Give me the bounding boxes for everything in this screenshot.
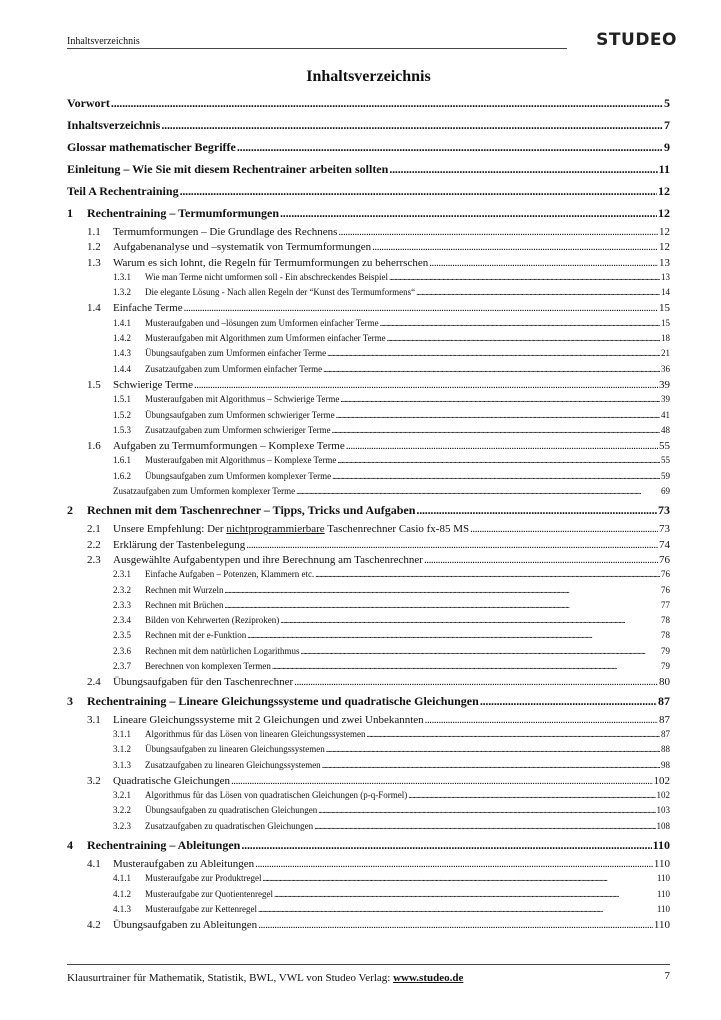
toc-entry-label: Inhaltsverzeichnis bbox=[67, 118, 161, 132]
toc-entry-label: Übungsaufgaben zum Umformen schwieriger Terme bbox=[145, 409, 335, 420]
toc-entry[interactable] bbox=[67, 585, 670, 600]
toc-dot-leader bbox=[314, 821, 655, 831]
toc-entry-page: 39 bbox=[661, 394, 670, 405]
toc-entry-label: Übungsaufgaben zum Umformen komplexer Terme bbox=[145, 470, 332, 481]
header-title: Inhaltsverzeichnis bbox=[67, 36, 140, 47]
toc-entry-page: 74 bbox=[659, 538, 670, 551]
toc-entry-label: Algorithmus für das Lösen von linearen Gleichungssystemen bbox=[145, 728, 366, 739]
toc-entry[interactable] bbox=[67, 539, 670, 554]
toc-entry-label: Wie man Terme nicht umformen soll - Ein abschreckendes Beispiel bbox=[145, 271, 389, 282]
toc-entry-page: 98 bbox=[661, 759, 670, 770]
toc-dot-leader bbox=[336, 410, 660, 420]
toc-dot-leader bbox=[389, 162, 657, 177]
toc-entry-page: 15 bbox=[659, 302, 670, 315]
toc-entry[interactable] bbox=[67, 630, 670, 645]
toc-dot-leader bbox=[224, 585, 660, 595]
toc-entry-page: 12 bbox=[659, 241, 670, 254]
toc-entry-number: 4.1.2 bbox=[113, 888, 131, 899]
toc-entry[interactable] bbox=[67, 569, 670, 584]
toc-entry[interactable] bbox=[67, 676, 670, 691]
toc-entry-number: 1 bbox=[67, 206, 73, 220]
toc-entry-page: 87 bbox=[659, 713, 670, 726]
footer-publisher-text: Klausurtrainer für Mathematik, Statistik, BWL, VWL von Studeo Verlag: bbox=[67, 972, 394, 984]
toc-entry[interactable] bbox=[67, 410, 670, 425]
toc-entry-page: 76 bbox=[659, 553, 670, 566]
toc-entry-page: 110 bbox=[656, 888, 670, 899]
toc-entry-page: 78 bbox=[661, 615, 670, 626]
toc-dot-leader bbox=[237, 140, 663, 155]
toc-entry-label: Schwierige Terme bbox=[113, 378, 193, 391]
toc-entry-number: 1.5.2 bbox=[113, 409, 131, 420]
toc-entry-number: 2.3.6 bbox=[113, 645, 131, 656]
toc-entry-number: 2.3.4 bbox=[113, 615, 131, 626]
toc-entry-number: 1.6.1 bbox=[113, 455, 131, 466]
toc-entry-number: 2.3 bbox=[87, 553, 101, 566]
toc-entry-label: Übungsaufgaben zu Ableitungen bbox=[113, 919, 258, 932]
toc-dot-leader bbox=[372, 241, 658, 253]
toc-entry[interactable] bbox=[67, 790, 670, 805]
toc-entry-number: 1.3.1 bbox=[113, 271, 131, 282]
toc-entry[interactable] bbox=[67, 333, 670, 348]
toc-entry-label: Übungsaufgaben zum Umformen einfacher Terme bbox=[145, 348, 327, 359]
toc-entry-page: 102 bbox=[653, 774, 670, 787]
toc-entry[interactable] bbox=[67, 471, 670, 486]
toc-dot-leader bbox=[231, 775, 653, 787]
toc-entry[interactable] bbox=[67, 440, 670, 455]
toc-entry[interactable] bbox=[67, 714, 670, 729]
footer-rule bbox=[67, 964, 670, 965]
toc-entry-number: 2.3.3 bbox=[113, 599, 131, 610]
toc-entry-number: 1.4.1 bbox=[113, 317, 131, 328]
toc-entry-page: 7 bbox=[664, 118, 670, 132]
toc-entry-label: Rechnen mit der e-Funktion bbox=[145, 630, 247, 641]
toc-entry-label: Zusatzaufgaben zum Umformen schwieriger Terme bbox=[145, 424, 331, 435]
toc-entry[interactable] bbox=[67, 858, 670, 873]
toc-entry-number: 3.2.1 bbox=[113, 790, 131, 801]
toc-entry-number: 4.1.1 bbox=[113, 873, 131, 884]
toc-entry[interactable] bbox=[67, 182, 670, 204]
toc-entry[interactable] bbox=[67, 661, 670, 676]
toc-entry-page: 18 bbox=[661, 333, 670, 344]
toc-dot-leader bbox=[318, 805, 655, 815]
toc-entry-page: 80 bbox=[659, 676, 670, 689]
toc-entry-number: 4 bbox=[67, 837, 73, 852]
toc-dot-leader bbox=[184, 302, 658, 314]
toc-entry-number: 1.6.2 bbox=[113, 470, 131, 481]
toc-entry-page: 39 bbox=[659, 378, 670, 391]
toc-entry[interactable] bbox=[67, 379, 670, 394]
toc-entry[interactable] bbox=[67, 600, 670, 615]
toc-entry-page: 76 bbox=[661, 584, 670, 595]
toc-entry-label: Algorithmus für das Lösen von quadratischen Gleichungen (p-q-Formel) bbox=[145, 790, 408, 801]
toc-entry[interactable] bbox=[67, 919, 670, 934]
toc-entry-number: 2 bbox=[67, 503, 73, 518]
toc-entry-page: 87 bbox=[661, 728, 670, 739]
footer-website-link[interactable]: www.studeo.de bbox=[393, 972, 464, 984]
toc-entry-number: 1.5 bbox=[87, 378, 101, 391]
toc-entry-label: Musteraufgaben und –lösungen zum Umformen einfacher Terme bbox=[145, 317, 379, 328]
toc-entry-page: 36 bbox=[661, 363, 670, 374]
toc-entry-label: Musteraufgabe zur Quotientenregel bbox=[145, 888, 273, 899]
toc-entry[interactable] bbox=[67, 241, 670, 256]
table-of-contents bbox=[67, 94, 670, 934]
toc-entry[interactable] bbox=[67, 692, 670, 714]
toc-dot-leader bbox=[247, 630, 660, 640]
toc-entry-page: 12 bbox=[659, 226, 670, 238]
toc-entry-number: 2.2 bbox=[87, 538, 101, 551]
toc-entry-number: 2.1 bbox=[87, 523, 101, 536]
toc-entry[interactable] bbox=[67, 486, 670, 501]
toc-entry-label: Die elegante Lösung - Nach allen Regeln der “Kunst des Termumformens“ bbox=[145, 287, 416, 298]
toc-dot-leader bbox=[480, 694, 657, 709]
toc-entry-page: 15 bbox=[661, 317, 670, 328]
toc-dot-leader bbox=[258, 904, 656, 914]
page-footer bbox=[67, 964, 670, 988]
studeo-logo: STUDEO bbox=[596, 30, 677, 50]
toc-entry-page: 5 bbox=[664, 96, 670, 110]
toc-entry-page: 41 bbox=[661, 409, 670, 420]
toc-dot-leader bbox=[111, 96, 663, 111]
toc-entry-page: 14 bbox=[661, 287, 670, 298]
toc-entry-label: Zusatzaufgaben zu quadratischen Gleichungen bbox=[145, 820, 314, 831]
toc-dot-leader bbox=[294, 676, 658, 688]
page-number: 7 bbox=[664, 970, 670, 982]
toc-entry-number: 2.3.7 bbox=[113, 661, 131, 672]
toc-entry[interactable] bbox=[67, 729, 670, 744]
toc-entry-number: 1.1 bbox=[87, 226, 101, 238]
toc-dot-leader bbox=[425, 714, 658, 726]
toc-dot-leader bbox=[258, 919, 653, 931]
toc-dot-leader bbox=[470, 523, 658, 535]
toc-entry-label: Aufgaben zu Termumformungen – Komplexe Terme bbox=[113, 440, 345, 453]
toc-dot-leader bbox=[332, 425, 660, 435]
toc-entry-number: 4.2 bbox=[87, 919, 101, 932]
toc-entry-number: 1.4.2 bbox=[113, 333, 131, 344]
toc-entry[interactable] bbox=[67, 805, 670, 820]
toc-entry-number: 3.1.1 bbox=[113, 728, 131, 739]
toc-entry-number: 1.5.1 bbox=[113, 394, 131, 405]
toc-entry-label: Einfache Aufgaben – Potenzen, Klammern etc. bbox=[145, 569, 315, 580]
toc-entry[interactable] bbox=[67, 501, 670, 523]
toc-entry[interactable] bbox=[67, 348, 670, 363]
toc-dot-leader bbox=[280, 206, 657, 221]
toc-entry-number: 1.5.3 bbox=[113, 424, 131, 435]
toc-entry[interactable] bbox=[67, 318, 670, 333]
toc-dot-leader bbox=[429, 257, 658, 269]
toc-entry-number: 1.3 bbox=[87, 256, 101, 269]
toc-entry-label: Musteraufgaben mit Algorithmus – Schwierige Terme bbox=[145, 394, 340, 405]
toc-entry-page: 69 bbox=[661, 486, 670, 497]
toc-dot-leader bbox=[416, 287, 660, 297]
toc-dot-leader bbox=[327, 348, 660, 358]
toc-entry-label-part: nichtprogrammierbare bbox=[226, 523, 325, 536]
toc-entry[interactable] bbox=[67, 836, 670, 858]
toc-entry-page: 76 bbox=[661, 569, 670, 580]
toc-entry-number: 1.3.2 bbox=[113, 287, 131, 298]
toc-dot-leader bbox=[224, 600, 660, 610]
toc-dot-leader bbox=[424, 554, 658, 566]
toc-dot-leader bbox=[337, 455, 660, 465]
toc-entry[interactable] bbox=[67, 523, 670, 538]
toc-dot-leader bbox=[346, 440, 658, 452]
toc-entry-page: 79 bbox=[661, 661, 670, 672]
toc-entry[interactable] bbox=[67, 425, 670, 440]
toc-dot-leader bbox=[387, 333, 660, 343]
toc-entry-label: Glossar mathematischer Begriffe bbox=[67, 140, 236, 154]
toc-dot-leader bbox=[326, 744, 660, 754]
toc-dot-leader bbox=[380, 318, 660, 328]
toc-entry-label: Rechnen mit dem Taschenrechner – Tipps, Tricks und Aufgaben bbox=[87, 503, 416, 518]
toc-entry-number: 1.4.4 bbox=[113, 363, 131, 374]
toc-entry-number: 3.2.2 bbox=[113, 805, 131, 816]
toc-entry-label: Zusatzaufgaben zu linearen Gleichungssystemen bbox=[145, 759, 321, 770]
toc-entry-number: 1.2 bbox=[87, 241, 101, 254]
toc-entry[interactable] bbox=[67, 364, 670, 379]
toc-entry[interactable] bbox=[67, 554, 670, 569]
toc-dot-leader bbox=[246, 539, 658, 551]
toc-entry[interactable] bbox=[67, 160, 670, 182]
toc-entry-label: Teil A Rechentraining bbox=[67, 184, 179, 198]
toc-entry-number: 2.4 bbox=[87, 676, 101, 689]
toc-entry[interactable] bbox=[67, 287, 670, 302]
toc-entry-page: 59 bbox=[661, 470, 670, 481]
toc-entry-label: Rechnen mit dem natürlichen Logarithmus bbox=[145, 645, 300, 656]
toc-dot-leader bbox=[366, 729, 660, 739]
toc-dot-leader bbox=[272, 661, 660, 671]
toc-entry-page: 87 bbox=[658, 693, 670, 708]
toc-entry-label: Berechnen von komplexen Termen bbox=[145, 661, 271, 672]
toc-entry[interactable] bbox=[67, 873, 670, 888]
toc-dot-leader bbox=[180, 184, 657, 199]
toc-dot-leader bbox=[161, 118, 663, 133]
toc-entry-page: 110 bbox=[656, 903, 670, 914]
toc-entry-page: 12 bbox=[658, 184, 670, 198]
toc-entry-page: 102 bbox=[656, 790, 670, 801]
toc-entry-label: Zusatzaufgaben zum Umformen komplexer Terme bbox=[113, 486, 296, 497]
toc-entry[interactable] bbox=[67, 204, 670, 226]
toc-entry-number: 1.6 bbox=[87, 440, 101, 453]
toc-entry-number: 3 bbox=[67, 693, 73, 708]
toc-entry-label: Musteraufgaben zu Ableitungen bbox=[113, 857, 255, 870]
toc-entry-number: 1.4 bbox=[87, 302, 101, 315]
toc-entry[interactable] bbox=[67, 257, 670, 272]
toc-entry-page: 88 bbox=[661, 744, 670, 755]
toc-entry-label: Rechentraining – Ableitungen bbox=[87, 837, 241, 852]
toc-entry[interactable] bbox=[67, 116, 670, 138]
toc-entry-number: 4.1 bbox=[87, 857, 101, 870]
toc-entry-label: Zusatzaufgaben zum Umformen einfacher Terme bbox=[145, 363, 323, 374]
toc-entry-label: Musteraufgabe zur Produktregel bbox=[145, 873, 262, 884]
toc-entry[interactable] bbox=[67, 615, 670, 630]
toc-entry[interactable] bbox=[67, 94, 670, 116]
toc-entry-label: Rechentraining – Termumformungen bbox=[87, 206, 279, 220]
toc-entry-label: Lineare Gleichungssysteme mit 2 Gleichungen und zwei Unbekannten bbox=[113, 713, 424, 726]
toc-dot-leader bbox=[416, 503, 657, 518]
toc-entry-number: 4.1.3 bbox=[113, 903, 131, 914]
toc-entry-label: Ausgewählte Aufgabentypen und ihre Berechnung am Taschenrechner bbox=[113, 553, 423, 566]
toc-entry[interactable] bbox=[67, 646, 670, 661]
toc-entry-number: 3.2.3 bbox=[113, 820, 131, 831]
toc-entry-label: Aufgabenanalyse und –systematik von Termumformungen bbox=[113, 241, 372, 254]
toc-entry-page: 11 bbox=[658, 162, 670, 176]
toc-entry-label: Rechnen mit Brüchen bbox=[145, 599, 224, 610]
toc-dot-leader bbox=[389, 272, 660, 282]
footer-text bbox=[67, 972, 463, 984]
toc-entry-label: Übungsaufgaben für den Taschenrechner bbox=[113, 676, 294, 689]
toc-entry-page: 110 bbox=[656, 873, 670, 884]
toc-entry[interactable] bbox=[67, 821, 670, 836]
toc-entry-page: 103 bbox=[656, 805, 670, 816]
toc-entry[interactable] bbox=[67, 760, 670, 775]
toc-entry-page: 73 bbox=[658, 503, 670, 518]
toc-entry-label: Einleitung – Wie Sie mit diesem Rechentrainer arbeiten sollten bbox=[67, 162, 389, 176]
toc-entry-label: Einfache Terme bbox=[113, 302, 183, 315]
page-header bbox=[67, 30, 677, 52]
toc-entry-number: 3.1.2 bbox=[113, 744, 131, 755]
toc-entry[interactable] bbox=[67, 775, 670, 790]
toc-dot-leader bbox=[315, 569, 660, 579]
toc-entry-page: 13 bbox=[661, 271, 670, 282]
toc-entry-number: 3.1.3 bbox=[113, 759, 131, 770]
toc-dot-leader bbox=[340, 394, 660, 404]
toc-entry-page: 13 bbox=[659, 256, 670, 269]
toc-entry[interactable] bbox=[67, 889, 670, 904]
toc-entry[interactable] bbox=[67, 272, 670, 287]
toc-entry-page: 79 bbox=[661, 645, 670, 656]
toc-entry-page: 108 bbox=[656, 820, 670, 831]
toc-entry-page: 55 bbox=[661, 455, 670, 466]
toc-entry-number: 2.3.1 bbox=[113, 569, 131, 580]
toc-entry-page: 110 bbox=[652, 837, 670, 852]
toc-entry-page: 73 bbox=[659, 523, 670, 536]
toc-dot-leader bbox=[408, 790, 655, 800]
toc-entry-page: 110 bbox=[653, 857, 670, 870]
toc-dot-leader bbox=[296, 486, 660, 496]
toc-dot-leader bbox=[255, 858, 653, 870]
toc-entry-label: Erklärung der Tastenbelegung bbox=[113, 538, 246, 551]
toc-entry-label: Übungsaufgaben zu linearen Gleichungssystemen bbox=[145, 744, 325, 755]
header-rule bbox=[67, 48, 567, 49]
toc-dot-leader bbox=[323, 364, 660, 374]
toc-entry-page: 77 bbox=[661, 599, 670, 610]
toc-dot-leader bbox=[274, 889, 656, 899]
toc-dot-leader bbox=[338, 226, 658, 238]
toc-entry-page: 12 bbox=[658, 206, 670, 220]
toc-entry[interactable] bbox=[67, 744, 670, 759]
toc-entry-label: Termumformungen – Die Grundlage des Rechnens bbox=[113, 226, 338, 238]
toc-dot-leader bbox=[280, 615, 660, 625]
toc-entry-number: 3.1 bbox=[87, 713, 101, 726]
toc-entry-label-part: Taschenrechner Casio fx-85 MS bbox=[324, 523, 470, 536]
toc-entry-label: Warum es sich lohnt, die Regeln für Termumformungen zu beherrschen bbox=[113, 256, 429, 269]
toc-entry-label: Übungsaufgaben zu quadratischen Gleichungen bbox=[145, 805, 318, 816]
page-title: Inhaltsverzeichnis bbox=[306, 68, 431, 85]
toc-entry-page: 110 bbox=[653, 919, 670, 932]
toc-entry-label: Bilden von Kehrwerten (Reziproken) bbox=[145, 615, 280, 626]
toc-entry-number: 3.2 bbox=[87, 774, 101, 787]
toc-entry[interactable] bbox=[67, 904, 670, 919]
toc-entry-number: 2.3.5 bbox=[113, 630, 131, 641]
toc-entry-number: 2.3.2 bbox=[113, 584, 131, 595]
toc-entry-page: 9 bbox=[664, 140, 670, 154]
toc-entry[interactable] bbox=[67, 394, 670, 409]
toc-entry-page: 78 bbox=[661, 630, 670, 641]
toc-entry-number: 1.4.3 bbox=[113, 348, 131, 359]
toc-dot-leader bbox=[241, 838, 651, 853]
toc-entry-label: Musteraufgabe zur Kettenregel bbox=[145, 903, 257, 914]
toc-entry-page: 55 bbox=[659, 440, 670, 453]
toc-dot-leader bbox=[262, 873, 655, 883]
toc-entry-label: Musteraufgaben mit Algorithmus – Komplexe Terme bbox=[145, 455, 337, 466]
toc-dot-leader bbox=[322, 760, 660, 770]
toc-entry-label: Musteraufgaben mit Algorithmen zum Umformen einfacher Terme bbox=[145, 333, 386, 344]
toc-dot-leader bbox=[300, 646, 660, 656]
toc-entry-label: Rechnen mit Wurzeln bbox=[145, 584, 224, 595]
toc-entry-label-part: Unsere Empfehlung: Der bbox=[113, 523, 227, 536]
toc-entry[interactable] bbox=[67, 455, 670, 470]
toc-entry[interactable] bbox=[67, 138, 670, 160]
toc-entry-page: 21 bbox=[661, 348, 670, 359]
toc-dot-leader bbox=[332, 471, 660, 481]
toc-entry-label bbox=[113, 523, 469, 535]
toc-entry[interactable] bbox=[67, 226, 670, 241]
toc-entry-label: Vorwort bbox=[67, 96, 110, 110]
toc-entry-label: Quadratische Gleichungen bbox=[113, 774, 230, 787]
toc-entry-page: 48 bbox=[661, 424, 670, 435]
toc-entry[interactable] bbox=[67, 302, 670, 317]
toc-dot-leader bbox=[194, 379, 658, 391]
toc-entry-label: Rechentraining – Lineare Gleichungssysteme und quadratische Gleichungen bbox=[87, 693, 479, 708]
